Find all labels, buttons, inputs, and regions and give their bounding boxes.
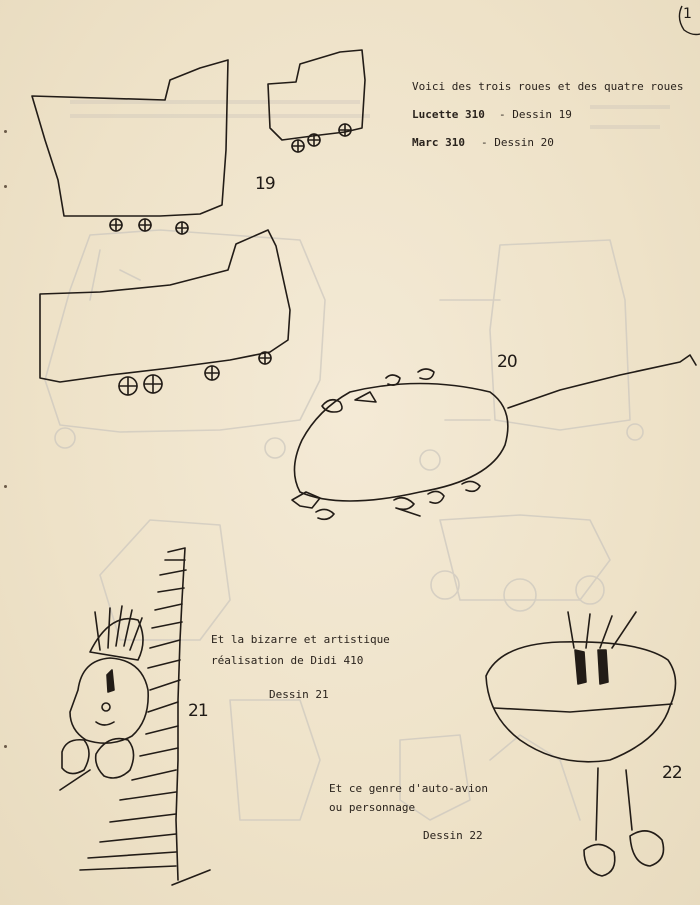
author-marc: Marc 310 [412, 136, 465, 149]
drawing-ref-21: Dessin 21 [269, 688, 329, 701]
drawing-ref-19: - Dessin 19 [499, 108, 572, 121]
drawing-number-21: 21 [188, 701, 208, 721]
didi-caption-line1: Et la bizarre et artistique [211, 633, 390, 646]
drawing-ref-20: - Dessin 20 [481, 136, 554, 149]
page-number: 1 [683, 6, 692, 22]
author-lucette: Lucette 310 [412, 108, 485, 121]
drawing-number-22: 22 [662, 763, 682, 783]
drawing-number-19: 19 [255, 174, 275, 194]
auto-caption-line2: ou personnage [329, 801, 416, 814]
didi-caption-line2: réalisation de Didi 410 [211, 654, 364, 667]
drawing-ref-22: Dessin 22 [423, 829, 483, 842]
auto-caption-line1: Et ce genre d'auto-avion [329, 782, 488, 795]
drawing-number-20: 20 [497, 352, 517, 372]
intro-text: Voici des trois roues et des quatre roues [412, 80, 684, 93]
